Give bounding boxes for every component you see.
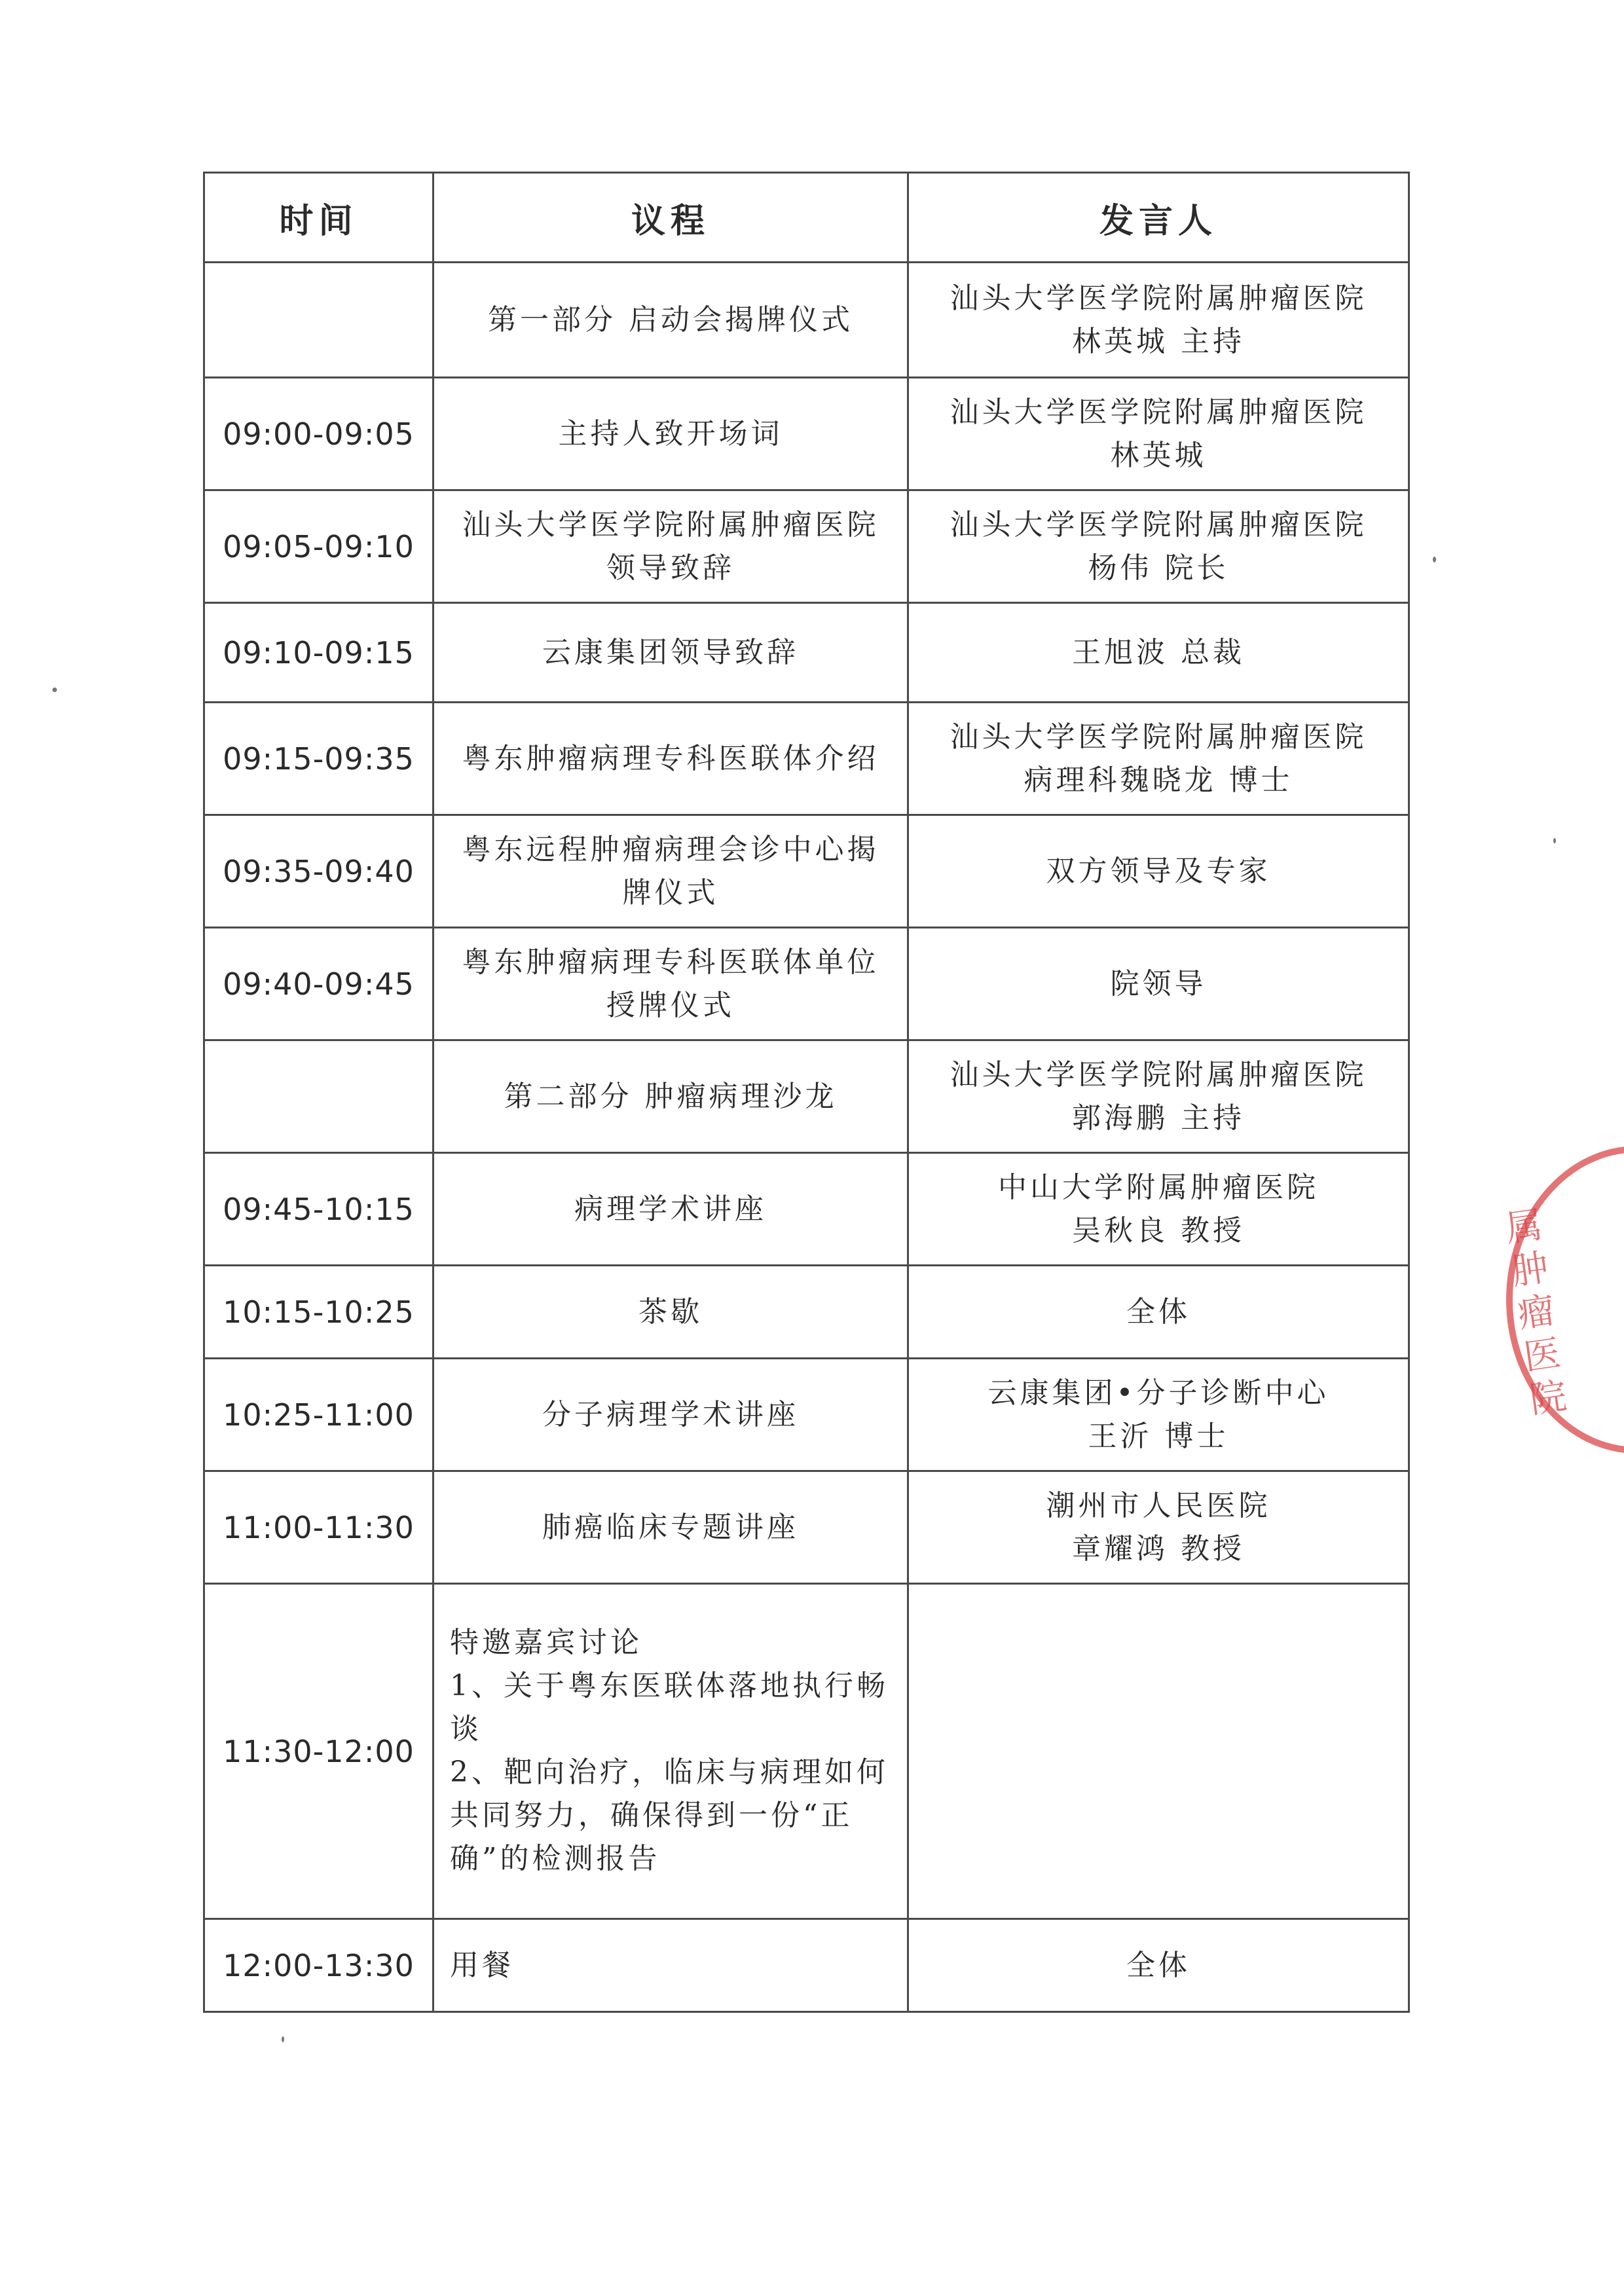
speaker-line: 郭海鹏 主持	[1072, 1101, 1245, 1135]
time-cell: 09:45-10:15	[204, 1153, 434, 1266]
agenda-line: 牌仪式	[622, 875, 719, 909]
speaker-cell	[908, 703, 1409, 815]
agenda-line: 第二部分 肿瘤病理沙龙	[504, 1079, 838, 1113]
agenda-line: 2、靶向治疗，临床与病理如何	[450, 1755, 889, 1789]
scan-speck	[1433, 557, 1436, 562]
agenda-line: 特邀嘉宾讨论	[450, 1626, 642, 1659]
speaker-line: 吴秋良 教授	[1072, 1213, 1245, 1247]
agenda-line: 共同努力，确保得到一份“正	[450, 1799, 853, 1832]
agenda-line: 谈	[450, 1712, 482, 1746]
time-cell: 09:15-09:35	[204, 703, 434, 815]
speaker-line: 王沂 博士	[1088, 1419, 1229, 1453]
time-cell	[204, 1040, 434, 1153]
table-row	[204, 263, 1409, 378]
agenda-cell	[434, 1040, 908, 1153]
agenda-line: 授牌仪式	[606, 988, 735, 1022]
table-row	[204, 928, 1409, 1040]
speaker-line: 双方领导及专家	[1046, 854, 1271, 888]
header-agenda: 议程	[434, 173, 908, 263]
time-cell: 10:25-11:00	[204, 1359, 434, 1471]
agenda-line: 1、关于粤东医联体落地执行畅	[450, 1669, 889, 1702]
agenda-cell	[434, 1584, 908, 1919]
table-header-row	[204, 173, 1409, 263]
speaker-line: 林英城	[1110, 438, 1207, 472]
speaker-line: 杨伟 院长	[1088, 551, 1229, 585]
speaker-line: 林英城 主持	[1072, 324, 1245, 358]
agenda-cell	[434, 1359, 908, 1471]
agenda-line: 粤东远程肿瘤病理会诊中心揭	[462, 832, 879, 866]
speaker-line: 院领导	[1110, 966, 1207, 1001]
speaker-cell	[908, 1266, 1409, 1359]
agenda-cell	[434, 815, 908, 928]
time-cell: 09:40-09:45	[204, 928, 434, 1040]
speaker-line: 汕头大学医学院附属肿瘤医院	[950, 720, 1367, 754]
agenda-cell	[434, 263, 908, 378]
agenda-cell	[434, 1919, 908, 2012]
table-row	[204, 1584, 1409, 1919]
agenda-line: 粤东肿瘤病理专科医联体单位	[462, 945, 879, 979]
agenda-cell	[434, 1471, 908, 1584]
table-row	[204, 1153, 1409, 1266]
time-cell: 11:30-12:00	[204, 1584, 434, 1919]
agenda-line: 用餐	[450, 1948, 514, 1982]
header-time: 时间	[204, 173, 434, 263]
agenda-cell	[434, 490, 908, 603]
speaker-cell	[908, 1359, 1409, 1471]
agenda-line: 病理学术讲座	[574, 1192, 767, 1226]
agenda-line: 领导致辞	[606, 551, 735, 585]
agenda-line: 肺癌临床专题讲座	[542, 1510, 799, 1544]
table-row	[204, 1919, 1409, 2012]
table-row	[204, 490, 1409, 603]
agenda-line: 粤东肿瘤病理专科医联体介绍	[462, 741, 879, 775]
agenda-line: 确”的检测报告	[450, 1842, 661, 1875]
agenda-table	[203, 172, 1410, 2013]
time-cell: 11:00-11:30	[204, 1471, 434, 1584]
agenda-cell	[434, 703, 908, 815]
official-seal-text: 属 肿 瘤 医 院	[1503, 1203, 1570, 1422]
speaker-cell	[908, 1919, 1409, 2012]
header-speaker: 发言人	[908, 173, 1409, 263]
time-cell: 09:05-09:10	[204, 490, 434, 603]
speaker-cell	[908, 928, 1409, 1040]
table-row	[204, 815, 1409, 928]
scan-speck	[282, 2036, 284, 2042]
speaker-line: 汕头大学医学院附属肿瘤医院	[950, 395, 1367, 429]
speaker-line: 章耀鸿 教授	[1072, 1532, 1245, 1566]
speaker-cell	[908, 1040, 1409, 1153]
speaker-cell	[908, 603, 1409, 703]
scan-speck	[52, 688, 57, 692]
table-row	[204, 1359, 1409, 1471]
agenda-line: 主持人致开场词	[558, 416, 783, 450]
table-row	[204, 603, 1409, 703]
table-row	[204, 1040, 1409, 1153]
time-cell: 12:00-13:30	[204, 1919, 434, 2012]
speaker-cell	[908, 490, 1409, 603]
agenda-line: 汕头大学医学院附属肿瘤医院	[462, 507, 879, 542]
speaker-line: 云康集团•分子诊断中心	[987, 1376, 1329, 1410]
agenda-cell	[434, 378, 908, 490]
table-row	[204, 1471, 1409, 1584]
time-cell: 09:00-09:05	[204, 378, 434, 490]
speaker-line: 全体	[1126, 1294, 1190, 1329]
speaker-line: 汕头大学医学院附属肿瘤医院	[950, 281, 1367, 315]
agenda-line: 云康集团领导致辞	[542, 635, 799, 669]
time-cell	[204, 263, 434, 378]
agenda-line: 分子病理学术讲座	[542, 1397, 799, 1431]
agenda-line: 茶歇	[638, 1294, 703, 1329]
time-cell: 10:15-10:25	[204, 1266, 434, 1359]
speaker-line: 王旭波 总裁	[1072, 635, 1245, 669]
speaker-cell	[908, 1153, 1409, 1266]
speaker-cell	[908, 815, 1409, 928]
table-row	[204, 703, 1409, 815]
table-row	[204, 378, 1409, 490]
speaker-cell	[908, 1584, 1409, 1919]
speaker-line: 潮州市人民医院	[1046, 1488, 1271, 1522]
speaker-line: 汕头大学医学院附属肿瘤医院	[950, 507, 1367, 542]
agenda-cell	[434, 1153, 908, 1266]
speaker-line: 全体	[1126, 1948, 1190, 1982]
speaker-cell	[908, 1471, 1409, 1584]
agenda-cell	[434, 928, 908, 1040]
table-row	[204, 1266, 1409, 1359]
time-cell: 09:35-09:40	[204, 815, 434, 928]
speaker-line: 病理科魏晓龙 博士	[1024, 763, 1293, 797]
agenda-body	[204, 263, 1409, 2012]
speaker-line: 中山大学附属肿瘤医院	[998, 1170, 1319, 1204]
speaker-cell	[908, 263, 1409, 378]
agenda-line: 第一部分 启动会揭牌仪式	[488, 303, 853, 337]
time-cell: 09:10-09:15	[204, 603, 434, 703]
scan-speck	[1553, 838, 1556, 843]
agenda-cell	[434, 603, 908, 703]
speaker-cell	[908, 378, 1409, 490]
agenda-cell	[434, 1266, 908, 1359]
speaker-line: 汕头大学医学院附属肿瘤医院	[950, 1057, 1367, 1092]
